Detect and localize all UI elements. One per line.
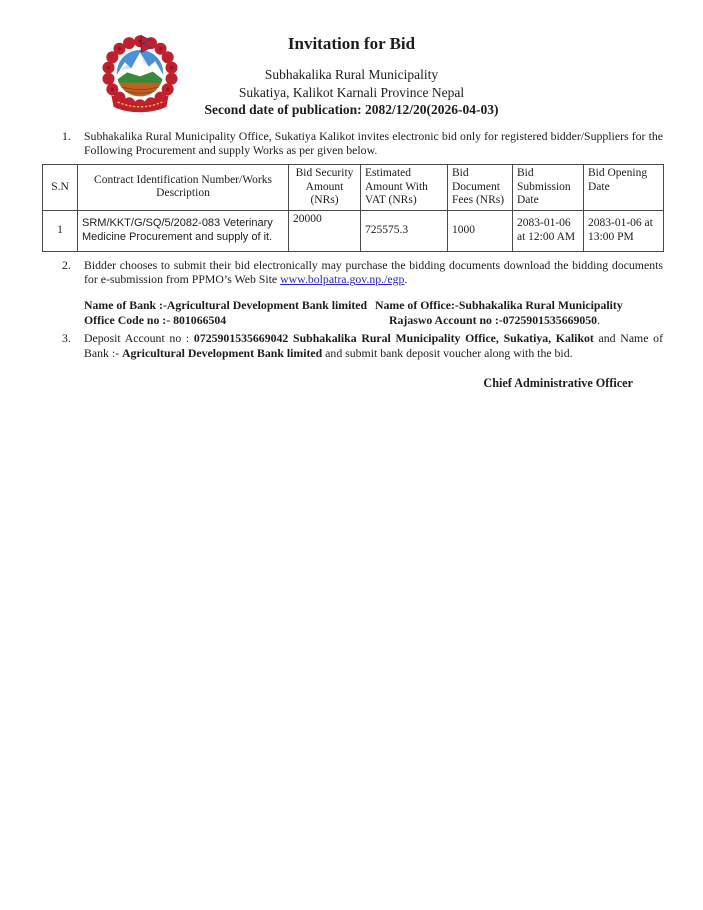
bid-table-row (43, 210, 664, 251)
item-2-number: 2. (62, 257, 71, 272)
header-estimated-amount: Estimated Amount With VAT (NRs) (361, 165, 448, 211)
publication-date-line: Second date of publication: 2082/12/20(2026-04-03) (204, 102, 499, 117)
bank-name-line: Name of Bank :-Agricultural Development Bank limited (84, 298, 368, 313)
page-title: Invitation for Bid (287, 34, 416, 53)
municipality-address: Sukatiya, Kalikot Karnali Province Nepal (238, 84, 465, 100)
item-3-deposit-account: 0725901535669042 Subhakalika Rural Municipality Office, Sukatiya, Kalikot (193, 330, 594, 345)
item-3-text-1: Deposit Account no : (84, 330, 194, 345)
municipality-name: Subhakalika Rural Municipality (264, 67, 439, 82)
office-name-line: Name of Office:-Subhakalika Rural Municipality (375, 298, 623, 313)
item-2-text-after-link: . (404, 272, 408, 287)
item-3-number: 3. (62, 330, 71, 345)
bid-table (42, 164, 664, 252)
cell-opening-date: 2083-01-06 at 13:00 PM (584, 210, 664, 251)
rajaswo-account-line (375, 313, 663, 328)
cell-document-fees: 1000 (448, 210, 513, 251)
rajaswo-account-number: Rajaswo Account no :-0725901535669050 (389, 312, 598, 327)
numbered-item-2 (0, 258, 703, 288)
item-3-bank-name: Agricultural Development Bank limited (122, 345, 323, 360)
bank-info-block (84, 298, 663, 328)
item-2-text-before-link: Bidder chooses to submit their bid electronically may purchase the bidding documents download the bidding documents for e-submission from PPMO’s Web Site (84, 257, 663, 287)
cell-contract-id: SRM/KKT/G/SQ/5/2082-083 Veterinary Medicine Procurement and supply of it. (78, 210, 289, 251)
bid-table-header-row (43, 165, 664, 211)
cell-submission-date: 2083-01-06 at 12:00 AM (513, 210, 584, 251)
document-header (0, 0, 703, 119)
header-document-fees: Bid Document Fees (NRs) (448, 165, 513, 211)
header-bid-security: Bid Security Amount (NRs) (289, 165, 361, 211)
office-code-line: Office Code no :- 801066504 (84, 312, 227, 327)
header-contract-id: Contract Identification Number/Works Description (78, 165, 289, 211)
item-1-number: 1. (62, 128, 71, 143)
nepal-emblem-logo (100, 33, 180, 115)
item-1-text: Subhakalika Rural Municipality Office, Sukatiya Kalikot invites electronic bid only for registered bidder/Suppliers for the Following Procurement and supply Works as per given below. (84, 128, 663, 158)
bolpatra-website-link[interactable]: www.bolpatra.gov.np./egp (280, 272, 405, 287)
numbered-item-1 (0, 129, 703, 159)
rajaswo-account-period: . (597, 312, 601, 327)
item-2-text (84, 258, 663, 288)
emblem-landscape (114, 50, 165, 97)
cell-estimated-amount: 725575.3 (361, 210, 448, 251)
item-3-text (84, 331, 663, 361)
cell-bid-security: 20000 (289, 210, 361, 251)
numbered-item-3 (0, 331, 703, 361)
item-3-text-3: and submit bank deposit voucher along with the bid. (322, 345, 573, 360)
header-sn: S.N (43, 165, 78, 211)
header-opening-date: Bid Opening Date (584, 165, 664, 211)
cell-sn: 1 (43, 210, 78, 251)
header-submission-date: Bid Submission Date (513, 165, 584, 211)
item-3-text-2: and Name of Bank :- (84, 330, 663, 360)
signature-title: Chief Administrative Officer (483, 376, 633, 391)
